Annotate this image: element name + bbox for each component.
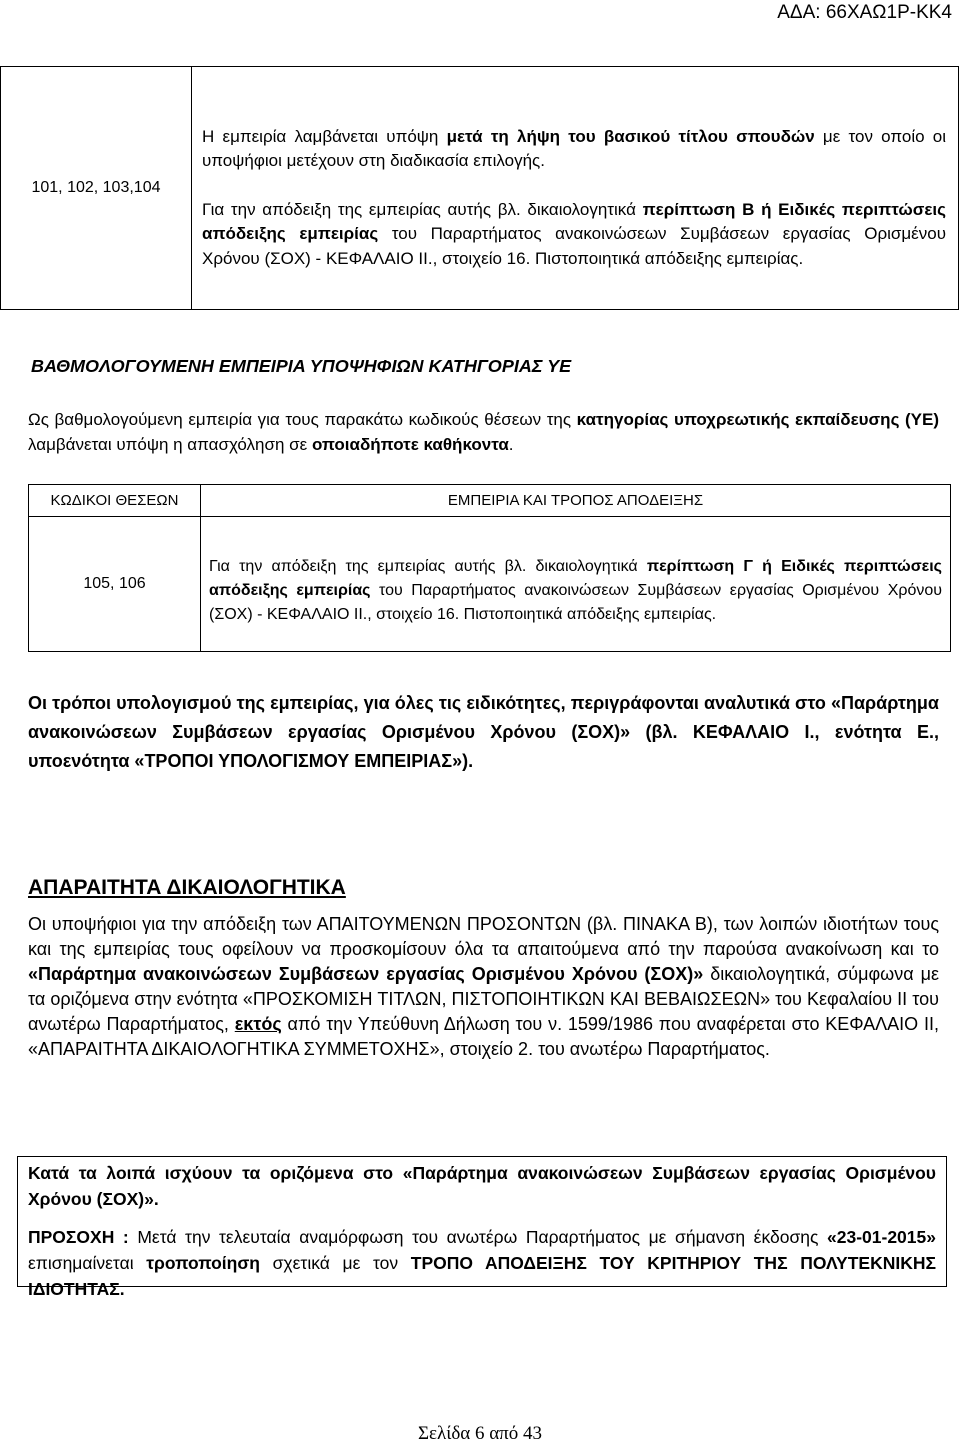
column-header-position-codes: ΚΩΔΙΚΟΙ ΘΕΣΕΩΝ (29, 485, 201, 517)
experience-table-codes-105-106 (28, 484, 951, 652)
notice-attention-paragraph: ΠΡΟΣΟΧΗ : Μετά την τελευταία αναμόρφωση του ανωτέρω Παραρτήματος με σήμανση έκδοσης «23-01-2015» επισημαίνεται τροποποίηση σχετικά με τον ΤΡΟΠΟ ΑΠΟΔΕΙΞΗΣ ΤΟΥ ΚΡΙΤΗΡΙΟΥ ΤΗΣ ΠΟΛΥΤΕΚΝΙΚΗΣ ΙΔΙΟΤΗΤΑΣ. (28, 1227, 937, 1299)
experience-proof-paragraph: Για την απόδειξη της εμπειρίας αυτής βλ. δικαιολογητικά περίπτωση Β ή Ειδικές περιπτώσεις απόδειξης εμπειρίας του Παραρτήματος ανακοινώσεων Συμβάσεων εργασίας Ορισμένου Χρόνου (ΣΟΧ) - ΚΕΦΑΛΑΙΟ ΙΙ., στοιχείο 16. Πιστοποιητικά απόδειξης εμπειρίας. (202, 199, 947, 268)
section-ye-intro: Ως βαθμολογούμενη εμπειρία για τους παρακάτω κωδικούς θέσεων της κατηγορίας υποχρεωτικής εκπαίδευσης (ΥΕ) λαμβάνεται υπόψη η απασχόληση σε οποιαδήποτε καθήκοντα. (28, 410, 939, 454)
section-title-ye-experience: ΒΑΘΜΟΛΟΓΟΥΜΕΝΗ ΕΜΠΕΙΡΙΑ ΥΠΟΨΗΦΙΩΝ ΚΑΤΗΓΟΡΙΑΣ ΥΕ (31, 356, 572, 376)
experience-timing-paragraph: Η εμπειρία λαμβάνεται υπόψη μετά τη λήψη του βασικού τίτλου σπουδών με τον οποίο οι υποψήφιοι μετέχουν στη διαδικασία επιλογής. (202, 126, 947, 171)
experience-calculation-note: Οι τρόποι υπολογισμού της εμπειρίας, για όλες τις ειδικότητες, περιγράφονται αναλυτικά στο «Παράρτημα ανακοινώσεων Συμβάσεων εργασίας Ορισμένου Χρόνου (ΣΟΧ)» (βλ. ΚΕΦΑΛΑΙΟ Ι., ενότητα Ε., υποενότητα «ΤΡΟΠΟΙ ΥΠΟΛΟΓΙΣΜΟΥ ΕΜΠΕΙΡΙΑΣ»). (28, 693, 939, 771)
ada-code: ΑΔΑ: 66ΧΑΩ1Ρ-ΚΚ4 (777, 2, 952, 23)
experience-description-cell (192, 67, 959, 310)
position-codes-cell: 101, 102, 103,104 (1, 67, 192, 310)
page-number-footer: Σελίδα 6 από 43 (417, 1423, 543, 1444)
notice-box (17, 1156, 947, 1299)
notice-general-provisions: Κατά τα λοιπά ισχύουν τα οριζόμενα στο «Παράρτημα ανακοινώσεων Συμβάσεων εργασίας Ορισμένου Χρόνου (ΣΟΧ)». (28, 1163, 936, 1209)
column-header-experience-proof: ΕΜΠΕΙΡΙΑ ΚΑΙ ΤΡΟΠΟΣ ΑΠΟΔΕΙΞΗΣ (201, 485, 951, 517)
position-codes-cell: 105, 106 (29, 517, 201, 652)
except-emphasis: εκτός (234, 1014, 282, 1034)
required-documents-body: Οι υποψήφιοι για την απόδειξη των ΑΠΑΙΤΟΥΜΕΝΩΝ ΠΡΟΣΟΝΤΩΝ (βλ. ΠΙΝΑΚΑ Β), των λοιπών ιδιοτήτων τους και της εμπειρίας τους οφείλουν να προσκομίσουν όλα τα απαιτούμενα από την παρούσα ανακοίνωση και το «Παράρτημα ανακοινώσεων Συμβάσεων εργασίας Ορισμένου Χρόνου (ΣΟΧ)» δικαιολογητικά, σύμφωνα με τα οριζόμενα στην ενότητα «ΠΡΟΣΚΟΜΙΣΗ ΤΙΤΛΩΝ, ΠΙΣΤΟΠΟΙΗΤΙΚΩΝ ΚΑΙ ΒΕΒΑΙΩΣΕΩΝ» του Κεφαλαίου ΙΙ του ανωτέρω Παραρτήματος, εκτός από την Υπεύθυνη Δήλωση του ν. 1599/1986 που αναφέρεται στο ΚΕΦΑΛΑΙΟ ΙΙ, «ΑΠΑΡΑΙΤΗΤΑ ΔΙΚΑΙΟΛΟΓΗΤΙΚΑ ΣΥΜΜΕΤΟΧΗΣ», στοιχείο 2. του ανωτέρω Παραρτήματος. (28, 914, 939, 1059)
experience-description-cell: Για την απόδειξη της εμπειρίας αυτής βλ. δικαιολογητικά περίπτωση Γ ή Ειδικές περιπτώσεις απόδειξης εμπειρίας του Παραρτήματος ανακοινώσεων Συμβάσεων εργασίας Ορισμένου Χρόνου (ΣΟΧ) - ΚΕΦΑΛΑΙΟ ΙΙ., στοιχείο 16. Πιστοποιητικά απόδειξης εμπειρίας. (201, 517, 951, 652)
required-documents-title: ΑΠΑΡΑΙΤΗΤΑ ΔΙΚΑΙΟΛΟΓΗΤΙΚΑ (28, 876, 346, 899)
experience-table-codes-101-104 (0, 66, 959, 310)
